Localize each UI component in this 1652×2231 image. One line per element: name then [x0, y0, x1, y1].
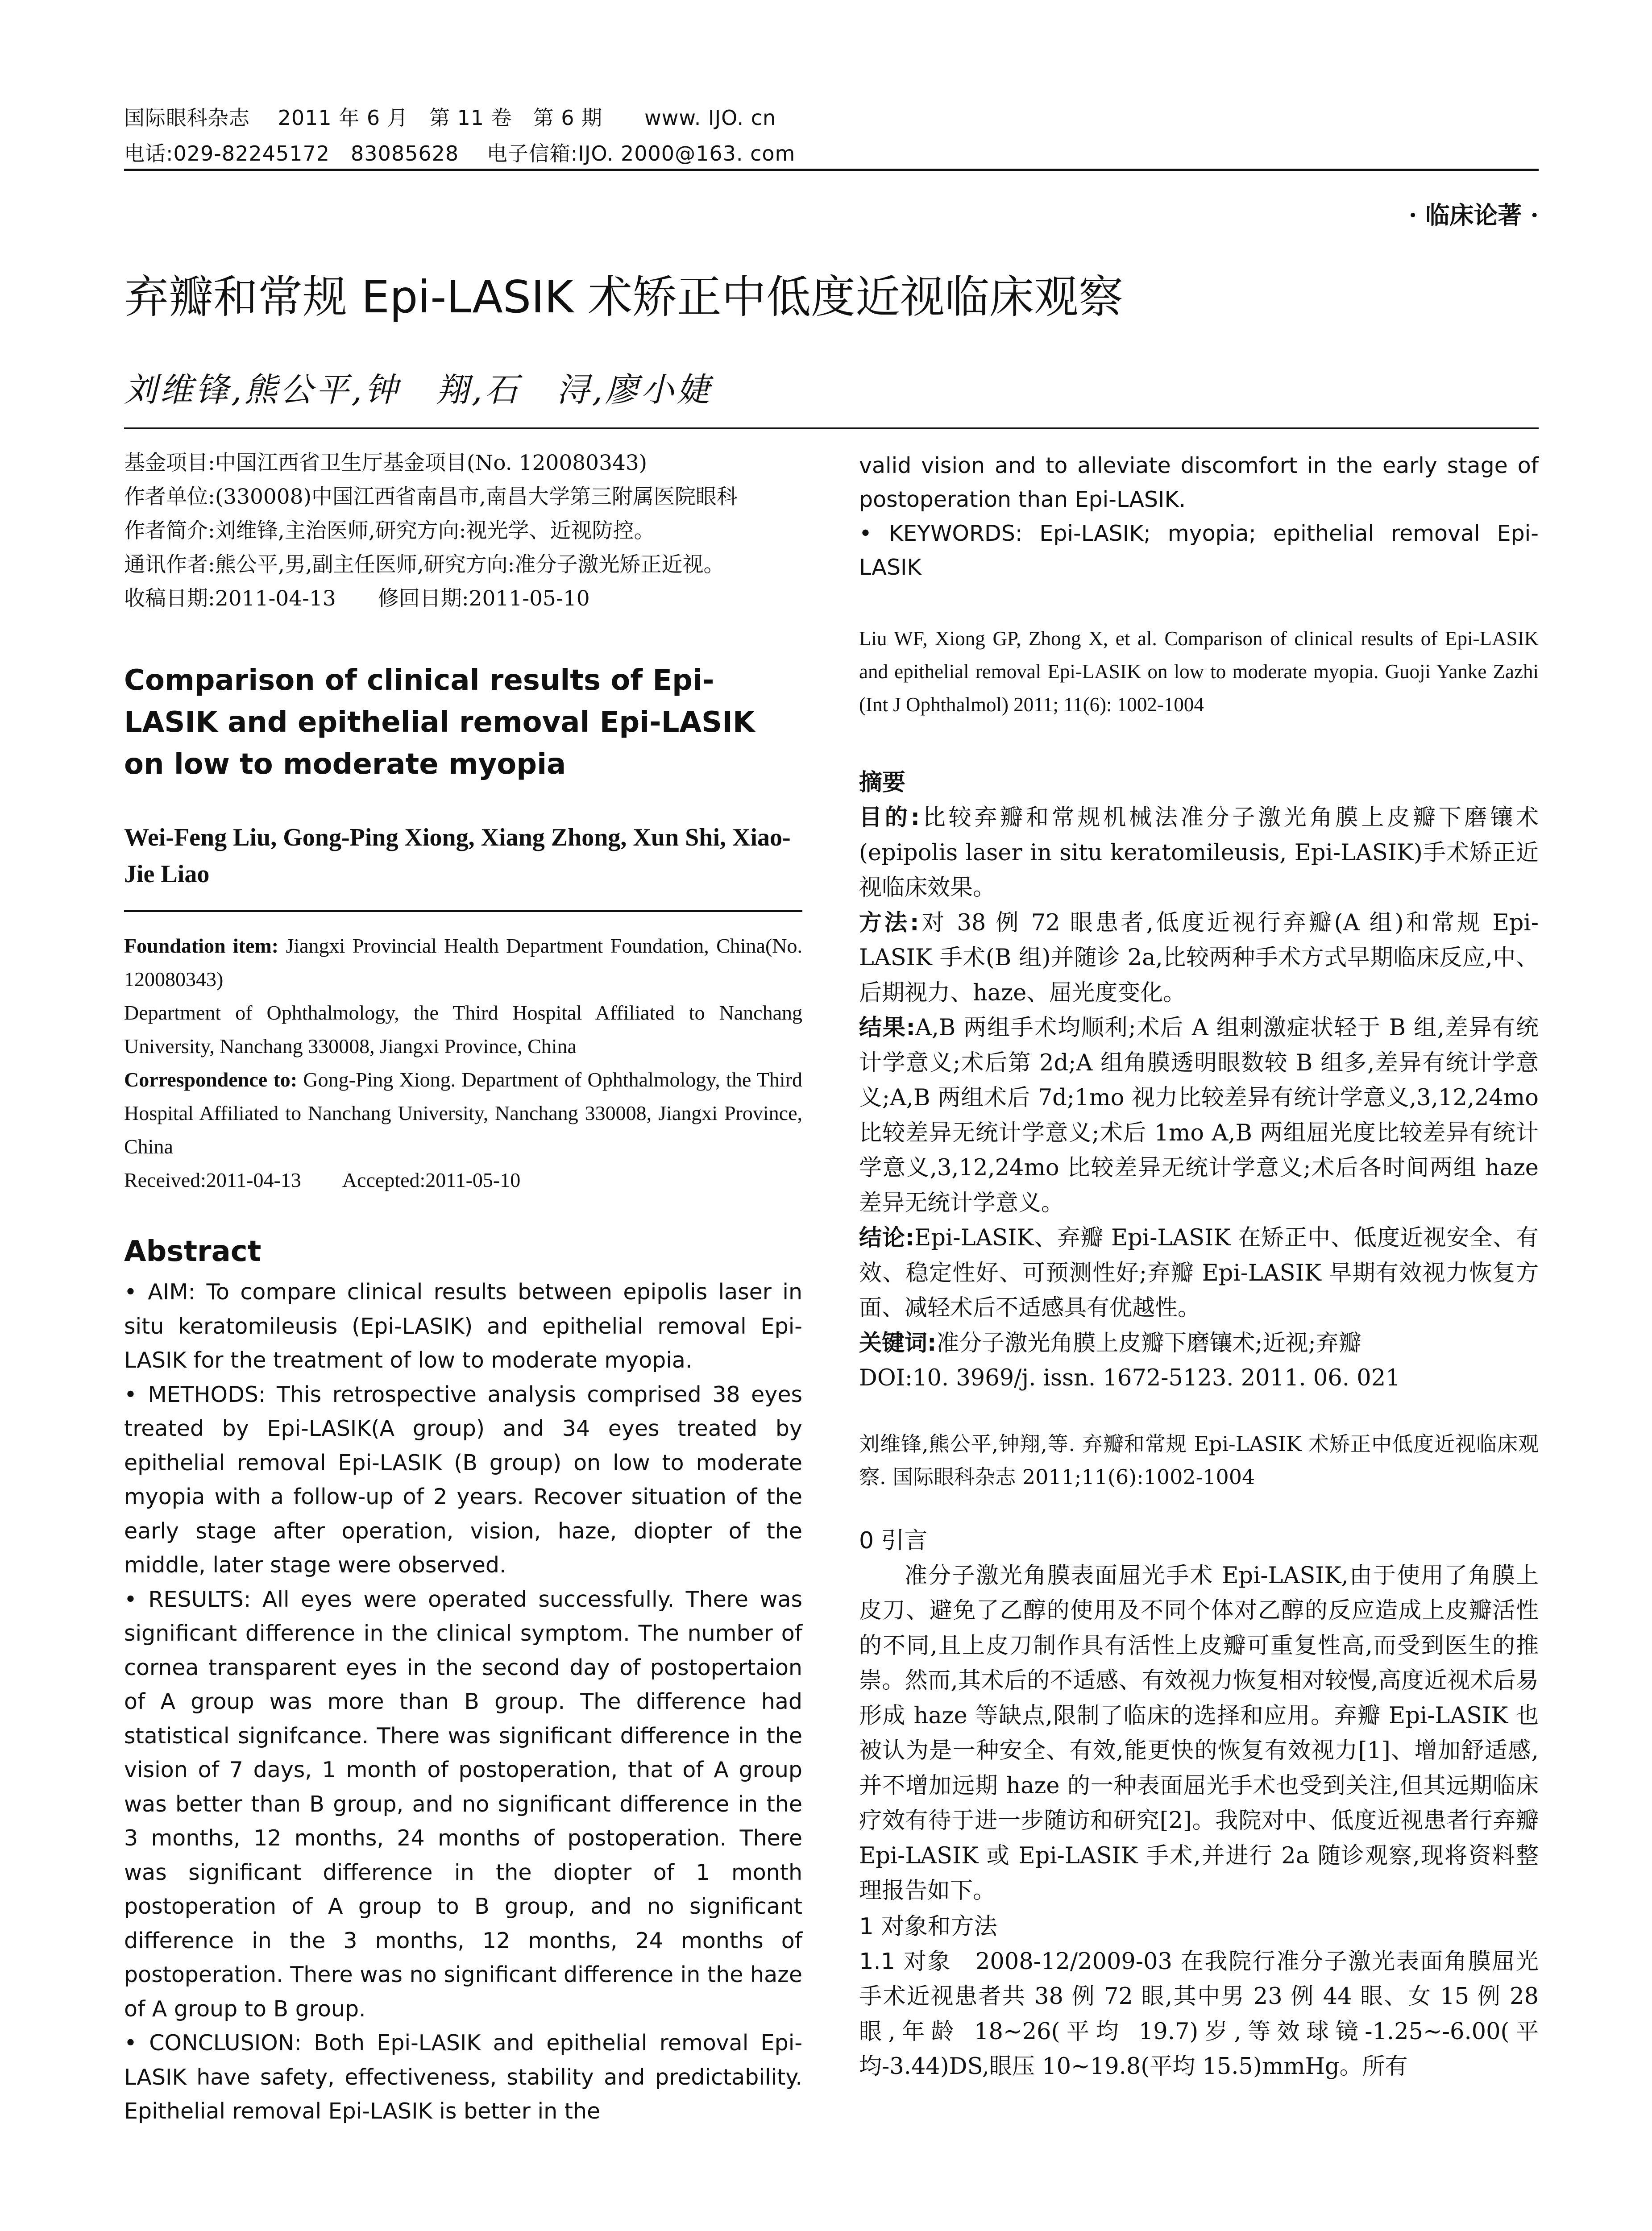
conclusion-continued: valid vision and to alleviate discomfort in the early stage of postoperation than Epi-LASIK. — [859, 453, 1539, 512]
correspondence — [124, 1063, 802, 1163]
article-title: 弃瓣和常规 Epi-LASIK 术矫正中低度近视临床观察 — [124, 271, 1124, 323]
header-rule — [124, 169, 1539, 171]
fangfa-text: 对 38 例 72 眼患者,低度近视行弃瓣(A 组)和常规 Epi-LASIK 手术(B 组)并随诊 2a,比较两种手术方式早期临床反应,中、后期视力、haze、屈光度变化。 — [859, 909, 1539, 1006]
methods-label: METHODS: — [148, 1381, 266, 1407]
abstract-results — [124, 1583, 802, 2027]
authors-rule — [124, 427, 1539, 429]
abstract-zh-jielun — [859, 1221, 1539, 1326]
abstract-zh-jieguo — [859, 1011, 1539, 1221]
abstract-zh — [859, 800, 1539, 1396]
abstract-aim — [124, 1275, 802, 1378]
right-column — [859, 449, 1539, 2085]
received-accepted: Received:2011-04-13 Accepted:2011-05-10 — [124, 1169, 521, 1191]
foundation-item — [124, 929, 802, 996]
methods-text: This retrospective analysis comprised 38 eyes treated by Epi-LASIK(A group) and 34 eyes treated by epithelial removal Epi-LASIK (B group) on low to moderate myopia with a follow-up of 2 years. Recover situation of the early stage after operation, vision, haze, diopter of the middle, later stage were observed. — [124, 1381, 803, 1578]
abstract-conclusion — [124, 2026, 802, 2129]
abstract-methods — [124, 1378, 802, 1583]
info-affiliation: 作者单位:(330008)中国江西省南昌市,南昌大学第三附属医院眼科 — [124, 485, 738, 509]
running-header-journal: 国际眼科杂志 2011 年 6 月 第 11 卷 第 6 期 www. IJO. cn — [124, 106, 776, 130]
conclusion-label: CONCLUSION: — [149, 2030, 302, 2056]
conclusion-text: Both Epi-LASIK and epithelial removal Epi-LASIK have safety, effectiveness, stability and predictability. Epithelial removal Epi-LASIK is better in the — [124, 2030, 802, 2124]
doi: DOI:10. 3969/j. issn. 1672-5123. 2011. 06. 021 — [859, 1365, 1400, 1391]
keywords-en — [859, 517, 1539, 585]
subjects-label: 1.1 对象 — [859, 1948, 952, 1975]
article-info — [124, 446, 802, 616]
abstract-zh-keywords — [859, 1326, 1539, 1361]
intro-body — [859, 1559, 1539, 1909]
aim-text: To compare clinical results between epipolis laser in situ keratomileusis (Epi-LASIK) and epithelial removal Epi-LASIK for the treatment of low to moderate myopia. — [124, 1279, 803, 1373]
guanjianci-label: 关键词: — [859, 1330, 937, 1356]
running-header-contact: 电话:029-82245172 83085628 电子信箱:IJO. 2000@163. com — [124, 141, 796, 166]
keywords-label: KEYWORDS: — [888, 521, 1023, 546]
results-text: All eyes were operated successfully. There was significant difference in the clinical symptom. The number of cornea transparent eyes in the second day of postopertaion of A group was more than B group. The difference had statistical signifcance. There was significant difference in the vision of 7 days, 1 month of postoperation, that of A group was better than B group, and no significant difference in the 3 months, 12 months, 24 months of postoperation. There was significant difference in the diopter of 1 month postoperation of A group to B group, and no significant difference in the 3 months, 12 months, 24 months of postoperation. There was no significant difference in the haze of A group to B group. — [124, 1586, 802, 2022]
info-foundation: 基金项目:中国江西省卫生厅基金项目(No. 120080343) — [124, 451, 648, 475]
subjects-paragraph — [859, 1945, 1539, 2085]
intro-paragraph: 准分子激光角膜表面屈光手术 Epi-LASIK,由于使用了角膜上皮刀、避免了乙醇的使用及不同个体对乙醇的反应造成上皮瓣活性的不同,且上皮刀制作具有活性上皮瓣可重复性高,而受到医生的推崇。然而,其术后的不适感、有效视力恢复相对较慢,高度近视术后易形成 haze 等缺点,限制了临床的选择和应用。弃瓣 Epi-LASIK 也被认为是一种安全、有效,能更快的恢复有效视力[1]、增加舒适感,并不增加远期 haze 的一种表面屈光手术也受到关注,但其远期临床疗效有待于进一步随访和研究[2]。我院对中、低度近视患者行弃瓣 Epi-LASIK 或 Epi-LASIK 手术,并进行 2a 随诊观察,现将资料整理报告如下。 — [859, 1562, 1539, 1904]
results-label: RESULTS: — [148, 1586, 251, 1612]
foundation-label: Foundation item: — [124, 934, 279, 957]
citation-cn: 刘维锋,熊公平,钟翔,等. 弃瓣和常规 Epi-LASIK 术矫正中低度近视临床观察. 国际眼科杂志 2011;11(6):1002-1004 — [859, 1431, 1539, 1489]
methods-heading: 1 对象和方法 — [859, 1913, 997, 1940]
jieguo-label: 结果: — [859, 1015, 915, 1041]
mudi-label: 目的: — [859, 804, 920, 831]
abstract-heading: Abstract — [124, 1235, 261, 1268]
info-correspondence: 通讯作者:熊公平,男,副主任医师,研究方向:准分子激光矫正近视。 — [124, 552, 725, 577]
info-author-bio: 作者简介:刘维锋,主治医师,研究方向:视光学、近视防控。 — [124, 518, 655, 543]
subjects-text: 2008-12/2009-03 在我院行准分子激光表面角膜屈光手术近视患者共 38 例 72 眼,其中男 23 例 44 眼、女 15 例 28 眼,年龄 18~26(平均 19.7)岁,等效球镜-1.25~-6.00(平均-3.44)DS,眼压 10~19.8(平均 15.5)mmHg。所有 — [859, 1948, 1539, 2080]
english-title: Comparison of clinical results of Epi-LASIK and epithelial removal Epi-LASIK on low to moderate myopia — [124, 664, 755, 781]
authors-cn: 刘维锋,熊公平,钟 翔,石 浔,廖小婕 — [124, 371, 713, 409]
abstract-zh-heading: 摘要 — [859, 769, 906, 796]
jielun-text: Epi-LASIK、弃瓣 Epi-LASIK 在矫正中、低度近视安全、有效、稳定性好、可预测性好;弃瓣 Epi-LASIK 早期有效视力恢复方面、减轻术后不适感具有优越性。 — [859, 1225, 1539, 1321]
english-info — [124, 929, 802, 1197]
citation-en: Liu WF, Xiong GP, Zhong X, et al. Comparison of clinical results of Epi-LASIK and epithelial removal Epi-LASIK on low to moderate myopia. Guoji Yanke Zazhi (Int J Ophthalmol) 2011; 11(6): 1002-1004 — [859, 627, 1539, 716]
abstract-zh-mudi — [859, 800, 1539, 906]
aim-label: AIM: — [148, 1279, 196, 1305]
english-authors: Wei-Feng Liu, Gong-Ping Xiong, Xiang Zhong, Xun Shi, Xiao-Jie Liao — [124, 824, 791, 888]
english-authors-rule — [124, 910, 802, 912]
section-tag: · 临床论著 · — [1408, 201, 1539, 229]
abstract-en-continued — [859, 449, 1539, 585]
abstract-zh-fangfa — [859, 906, 1539, 1011]
methods-body — [859, 1945, 1539, 2085]
department: Department of Ophthalmology, the Third Hospital Affiliated to Nanchang University, Nanchang 330008, Jiangxi Province, China — [124, 1001, 802, 1057]
mudi-text: 比较弃瓣和常规机械法准分子激光角膜上皮瓣下磨镶术(epipolis laser in situ keratomileusis, Epi-LASIK)手术矫正近视临床效果。 — [859, 804, 1539, 901]
abstract-en — [124, 1275, 802, 2129]
intro-heading: 0 引言 — [859, 1527, 928, 1554]
info-dates: 收稿日期:2011-04-13 修回日期:2011-05-10 — [124, 586, 590, 611]
left-column — [124, 446, 802, 2129]
guanjianci-text: 准分子激光角膜上皮瓣下磨镶术;近视;弃瓣 — [936, 1330, 1361, 1356]
jieguo-text: A,B 两组手术均顺利;术后 A 组刺激症状轻于 B 组,差异有统计学意义;术后第 2d;A 组角膜透明眼数较 B 组多,差异有统计学意义;A,B 两组术后 7d;1mo 视力比较差异有统计学意义,3,12,24mo 比较差异无统计学意义;术后 1mo A,B 两组屈光度比较差异有统计学意义,3,12,24mo 比较差异无统计学意义;术后各时间两组 haze 差异无统计学意义。 — [859, 1015, 1539, 1216]
keywords-text: Epi-LASIK; myopia; epithelial removal Epi-LASIK — [859, 521, 1539, 580]
jielun-label: 结论: — [859, 1225, 915, 1251]
foundation-text: Jiangxi Provincial Health Department Foundation, China(No. 120080343) — [124, 934, 802, 991]
correspondence-text: Gong-Ping Xiong. Department of Ophthalmology, the Third Hospital Affiliated to Nanchang University, Nanchang 330008, Jiangxi Province, China — [124, 1068, 803, 1158]
correspondence-label: Correspondence to: — [124, 1068, 298, 1091]
fangfa-label: 方法: — [859, 909, 919, 936]
